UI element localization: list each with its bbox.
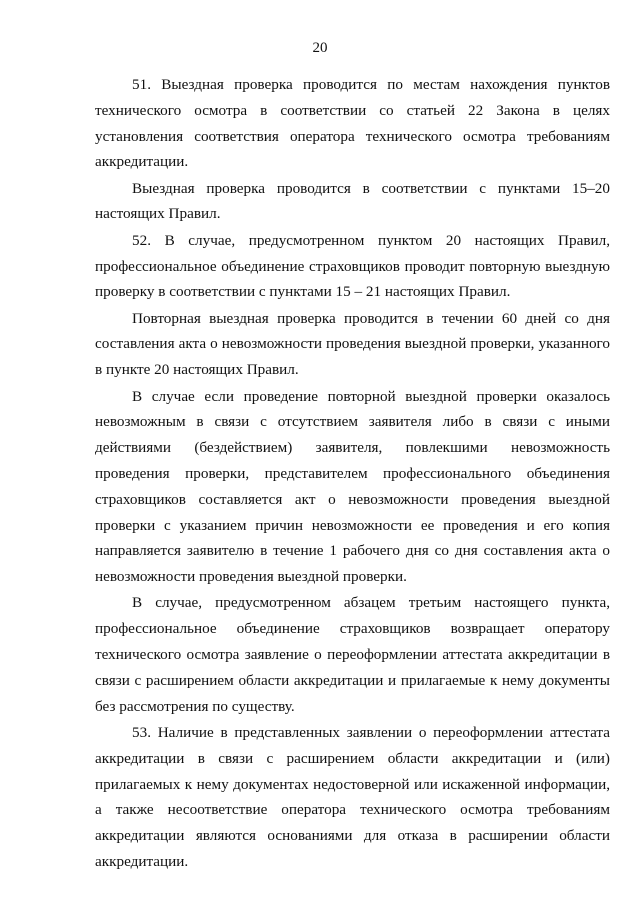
paragraph-52-impossibility: В случае если проведение повторной выездной проверки оказалось невозможным в связи с отсутствием заявителя либо в связи с иными действиями (бездействием) заявителя, повлекшими невозможность проведения проверки, представителем профессионального объединения страховщиков составляется акт о невозможности проведения выездной проверки с указанием причин невозможности ее проведения и его копия направляется заявителю в течение 1 рабочего дня со дня составления акта о невозможности проведения выездной проверки. <box>95 387 610 586</box>
paragraph-52-repeat-check: Повторная выездная проверка проводится в течении 60 дней со дня составления акта о невозможности проведения выездной проверки, указанного в пункте 20 настоящих Правил. <box>95 309 610 379</box>
document-body <box>95 72 610 875</box>
paragraph-52-return: В случае, предусмотренном абзацем третьим настоящего пункта, профессиональное объединение страховщиков возвращает оператору технического осмотра заявление о переоформлении аттестата аккредитации в связи с расширением области аккредитации и прилагаемые к нему документы без рассмотрения по существу. <box>95 594 610 715</box>
page-number: 20 <box>312 40 328 56</box>
paragraph-51-continued: Выездная проверка проводится в соответствии с пунктами 15–20 настоящих Правил. <box>95 179 610 223</box>
paragraph-53: 53. Наличие в представленных заявлении о переоформлении аттестата аккредитации в связи с расширением области аккредитации и (или) прилагаемых к нему документах недостоверной или искаженной информации, а также несоответствие оператора технического осмотра требованиям аккредитации являются основаниями для отказа в расширении области аккредитации. <box>95 723 610 870</box>
paragraph-51: 51. Выездная проверка проводится по местам нахождения пунктов технического осмотра в соответствии со статьей 22 Закона в целях установления соответствия оператора технического осмотра требованиям аккредитации. <box>95 76 610 171</box>
paragraph-52: 52. В случае, предусмотренном пунктом 20 настоящих Правил, профессиональное объединение страховщиков проводит повторную выездную проверку в соответствии с пунктами 15 – 21 настоящих Правил. <box>95 231 610 301</box>
